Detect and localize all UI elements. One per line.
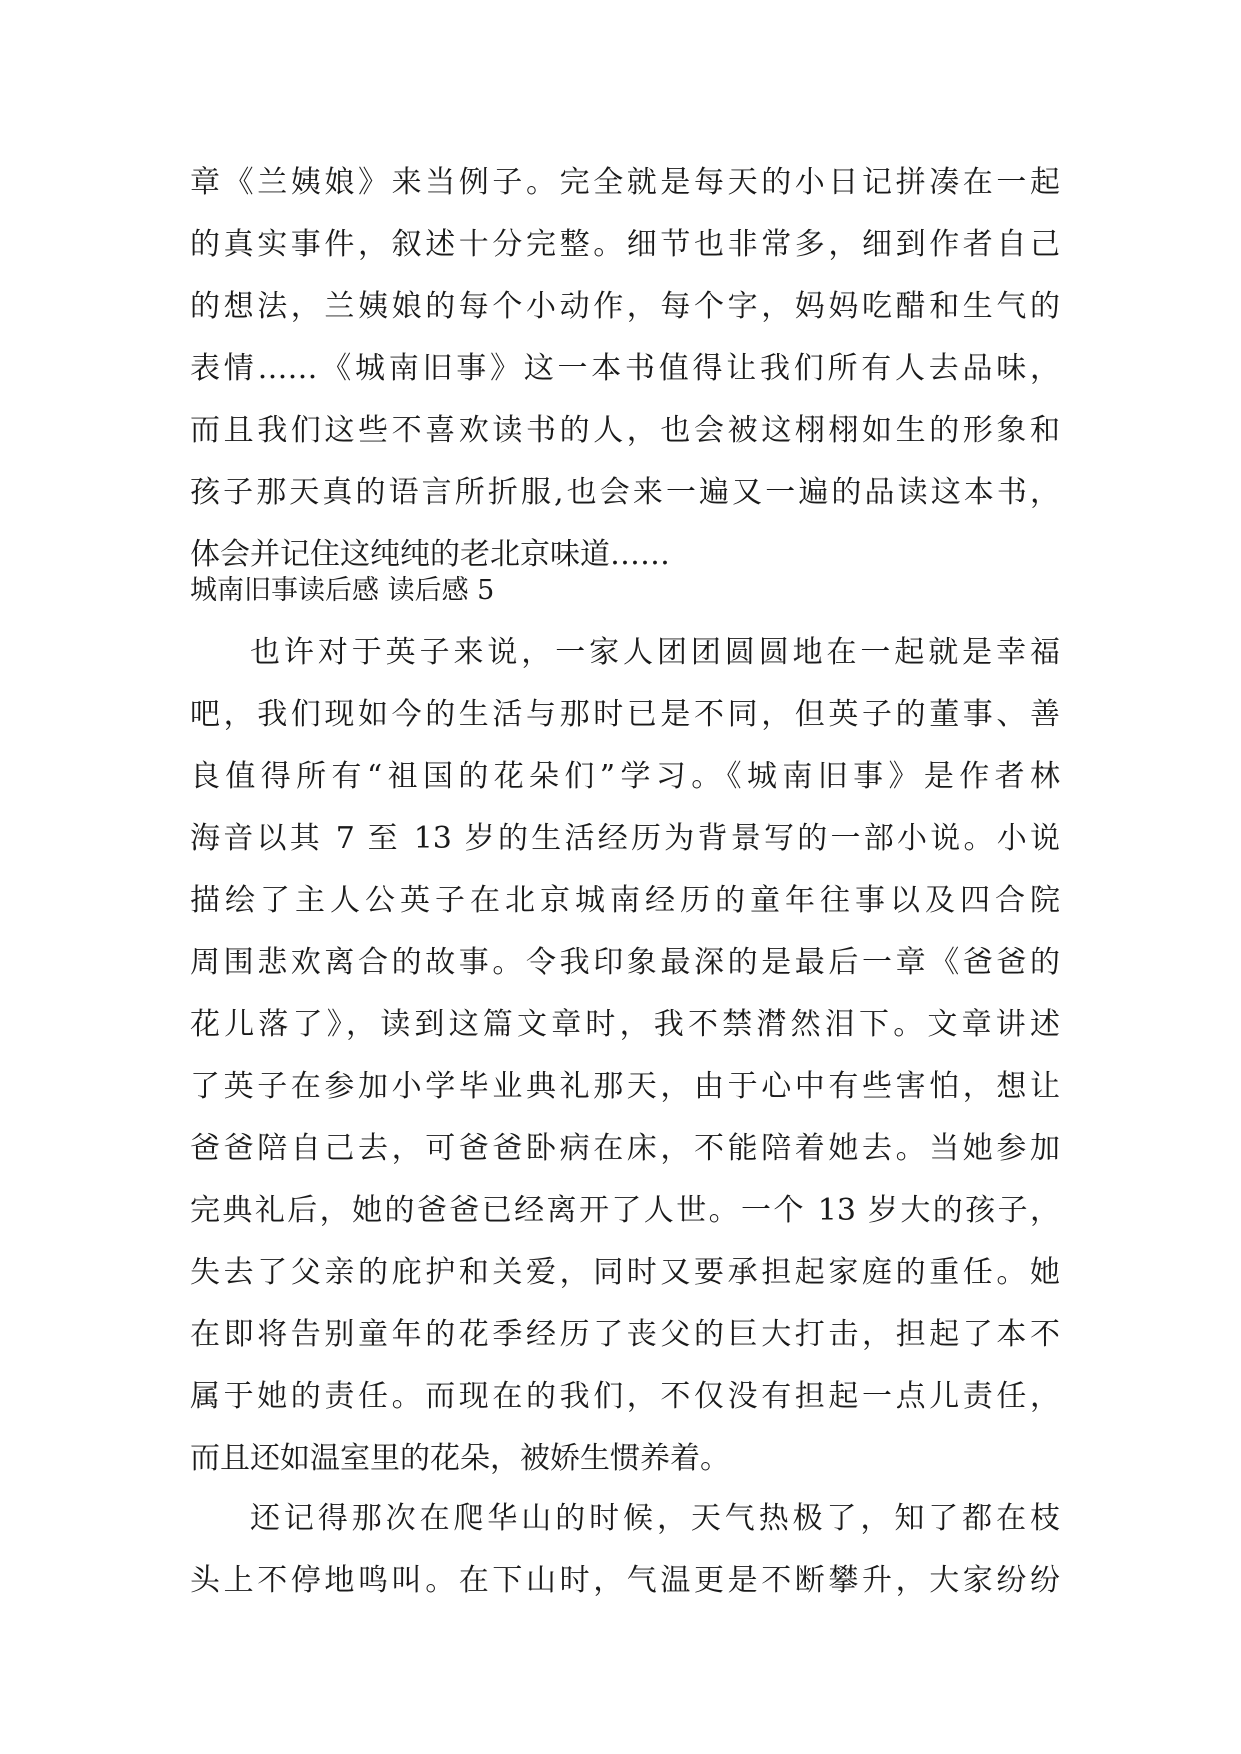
- paragraph-previous: [190, 152, 1060, 586]
- text-line: 而且还如温室里的花朵，被娇生惯养着。: [190, 1441, 730, 1476]
- text-line: 失去了父亲的庇护和关爱，同时又要承担起家庭的重任。她: [190, 1255, 1060, 1290]
- text-line: 头上不停地鸣叫。在下山时，气温更是不断攀升，大家纷纷: [190, 1563, 1060, 1598]
- paragraph-2: [190, 1488, 1060, 1612]
- text-line: 也许对于英子来说，一家人团团圆圆地在一起就是幸福: [250, 635, 1060, 670]
- text-line: 还记得那次在爬华山的时候，天气热极了，知了都在枝: [250, 1501, 1060, 1536]
- text-line: 良值得所有“祖国的花朵们”学习。《城南旧事》是作者林: [190, 759, 1060, 794]
- text-line: 体会并记住这纯纯的老北京味道……: [190, 537, 670, 572]
- section-heading: 城南旧事读后感 读后感 5: [190, 575, 495, 606]
- text-line: 的真实事件，叙述十分完整。细节也非常多，细到作者自己: [190, 227, 1060, 262]
- paragraph-1: [190, 622, 1060, 1490]
- text-line: 吧，我们现如今的生活与那时已是不同，但英子的董事、善: [190, 697, 1060, 732]
- text-line: 属于她的责任。而现在的我们，不仅没有担起一点儿责任，: [190, 1379, 1060, 1414]
- text-line: 章《兰姨娘》来当例子。完全就是每天的小日记拼凑在一起: [190, 165, 1060, 200]
- text-line: 完典礼后，她的爸爸已经离开了人世。一个 13 岁大的孩子，: [190, 1193, 1060, 1228]
- text-line: 描绘了主人公英子在北京城南经历的童年往事以及四合院: [190, 883, 1060, 918]
- text-line: 孩子那天真的语言所折服,也会来一遍又一遍的品读这本书，: [190, 475, 1060, 510]
- text-line: 的想法，兰姨娘的每个小动作，每个字，妈妈吃醋和生气的: [190, 289, 1060, 324]
- text-line: 在即将告别童年的花季经历了丧父的巨大打击，担起了本不: [190, 1317, 1060, 1352]
- text-line: 花儿落了》，读到这篇文章时，我不禁潸然泪下。文章讲述: [190, 1007, 1060, 1042]
- text-line: 周围悲欢离合的故事。令我印象最深的是最后一章《爸爸的: [190, 945, 1060, 980]
- text-line: 爸爸陪自己去，可爸爸卧病在床，不能陪着她去。当她参加: [190, 1131, 1060, 1166]
- text-line: 海音以其 7 至 13 岁的生活经历为背景写的一部小说。小说: [190, 821, 1060, 856]
- text-line: 而且我们这些不喜欢读书的人，也会被这栩栩如生的形象和: [190, 413, 1060, 448]
- text-line: 表情……《城南旧事》这一本书值得让我们所有人去品味，: [190, 351, 1060, 386]
- text-line: 了英子在参加小学毕业典礼那天，由于心中有些害怕，想让: [190, 1069, 1060, 1104]
